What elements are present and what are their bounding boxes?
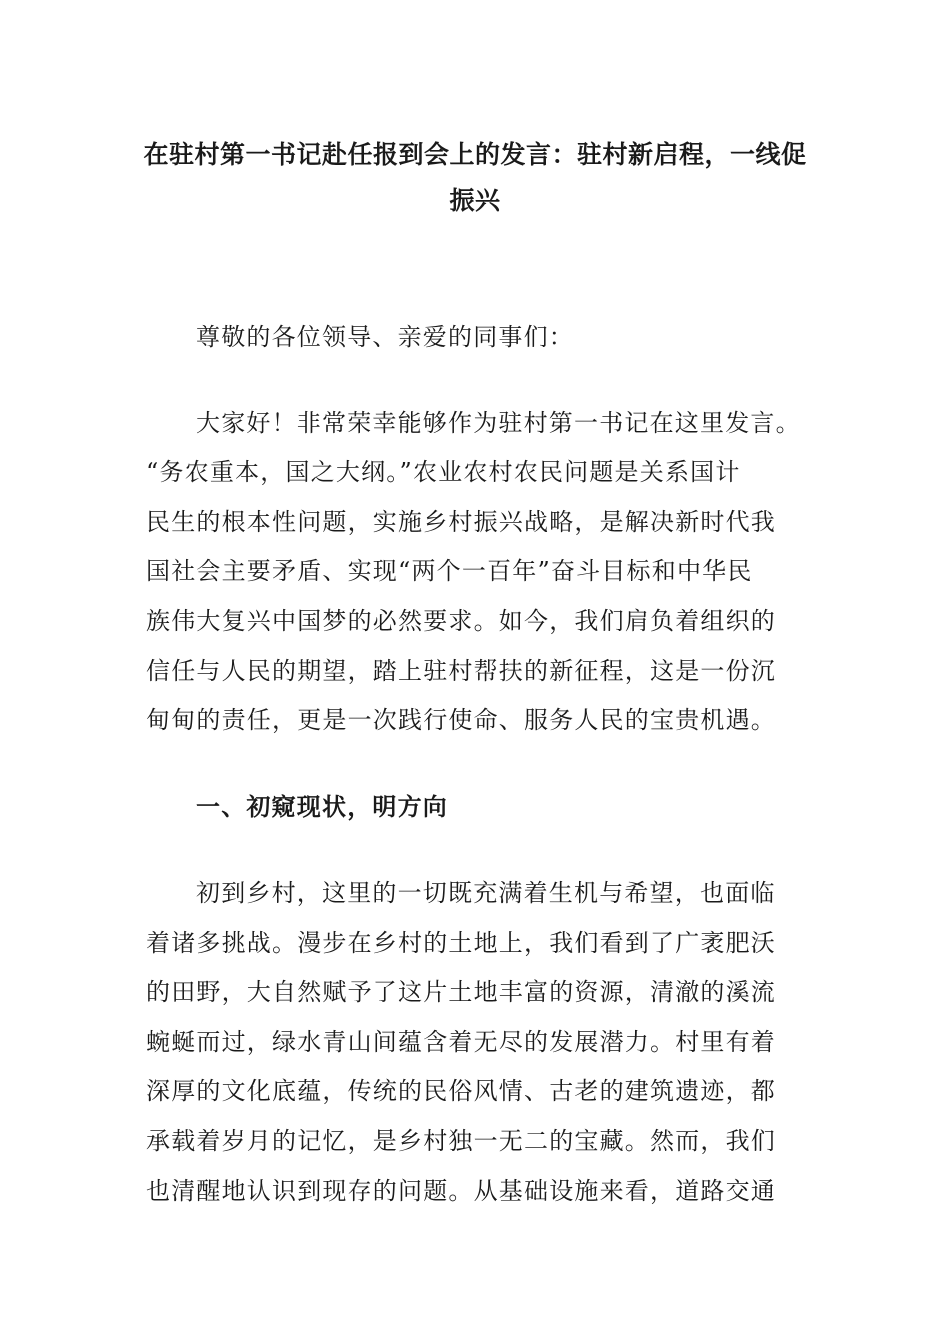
paragraph-line: 民生的根本性问题，实施乡村振兴战略，是解决新时代我 bbox=[146, 508, 776, 536]
document-title: 在驻村第一书记赴任报到会上的发言：驻村新启程，一线促振兴 bbox=[143, 140, 807, 215]
paragraph-line: 着诸多挑战。漫步在乡村的土地上，我们看到了广袤肥沃 bbox=[146, 929, 776, 957]
paragraph-line: 的田野，大自然赋予了这片土地丰富的资源，清澈的溪流 bbox=[146, 978, 776, 1006]
paragraph-line: 族伟大复兴中国梦的必然要求。如今，我们肩负着组织的 bbox=[146, 607, 776, 635]
paragraph-line: 信任与人民的期望，踏上驻村帮扶的新征程，这是一份沉 bbox=[146, 657, 776, 685]
paragraph-line: 甸甸的责任，更是一次践行使命、服务人民的宝贵机遇。 bbox=[146, 706, 776, 734]
paragraph-line: 也清醒地认识到现存的问题。从基础设施来看，道路交通 bbox=[146, 1177, 776, 1205]
paragraph-line: 国社会主要矛盾、实现“两个一百年”奋斗目标和中华民 bbox=[146, 557, 753, 585]
paragraph-line: 承载着岁月的记忆，是乡村独一无二的宝藏。然而，我们 bbox=[146, 1127, 776, 1155]
paragraph-line: 初到乡村，这里的一切既充满着生机与希望，也面临 bbox=[196, 879, 776, 907]
paragraph-line: “务农重本，国之大纲。”农业农村农民问题是关系国计 bbox=[146, 458, 741, 486]
section-heading: 一、初窥现状，明方向 bbox=[196, 792, 448, 821]
paragraph-line: 深厚的文化底蕴，传统的民俗风情、古老的建筑遗迹，都 bbox=[146, 1077, 776, 1105]
paragraph-line: 蜿蜒而过，绿水青山间蕴含着无尽的发展潜力。村里有着 bbox=[146, 1028, 776, 1056]
salutation: 尊敬的各位领导、亲爱的同事们： bbox=[196, 323, 574, 351]
paragraph-line: 大家好！非常荣幸能够作为驻村第一书记在这里发言。 bbox=[196, 409, 801, 437]
